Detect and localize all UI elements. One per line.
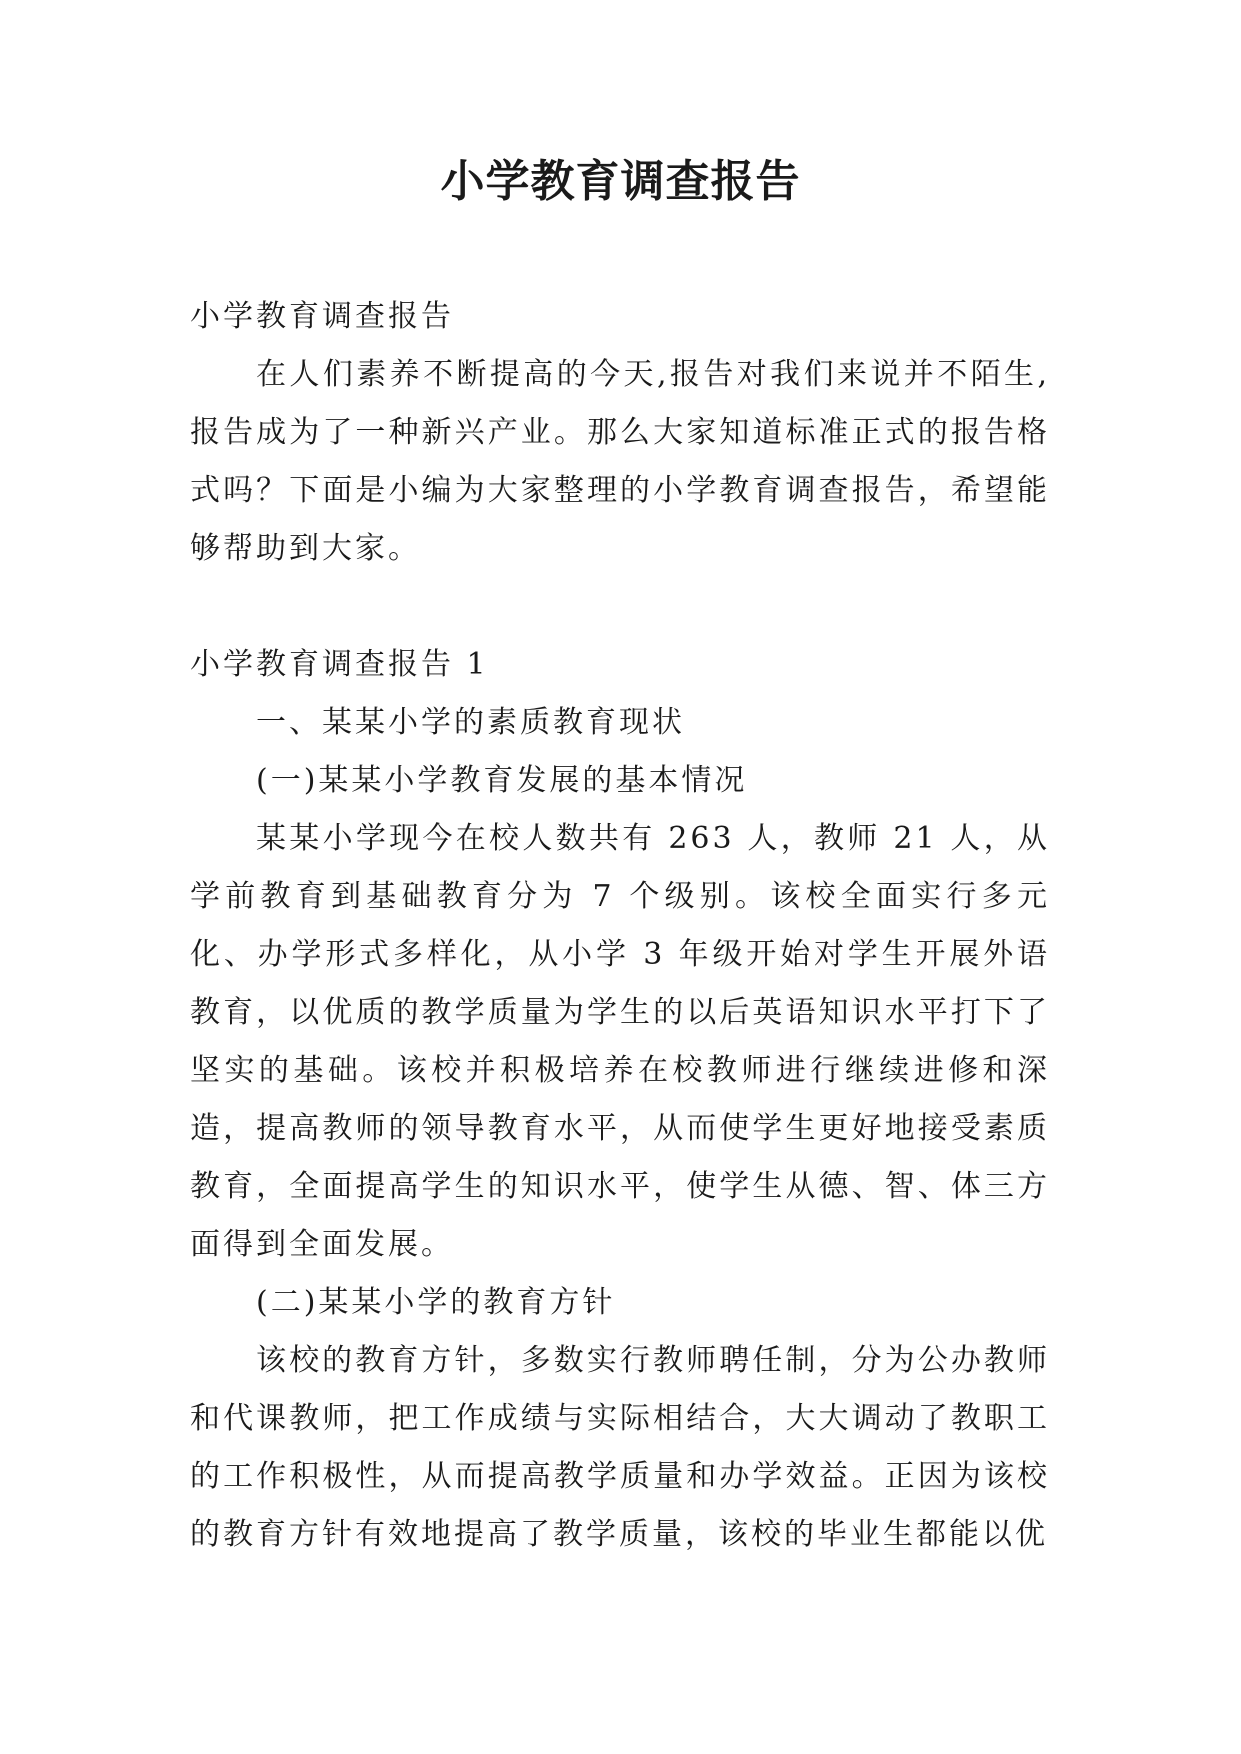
- report-subtitle: 小学教育调查报告: [190, 299, 454, 334]
- body-paragraph-education-policy: 该校的教育方针，多数实行教师聘任制，分为公办教师和代课教师，把工作成绩与实际相结合，大大调动了教职工的工作积极性，从而提高教学质量和办学效益。正因为该校的教育方针有效地提高了教学质量，该校的毕业生都能以优: [190, 1343, 1050, 1552]
- section-title: 小学教育调查报告 1: [190, 647, 489, 682]
- intro-paragraph: 在人们素养不断提高的今天,报告对我们来说并不陌生,报告成为了一种新兴产业。那么大家知道标准正式的报告格式吗？下面是小编为大家整理的小学教育调查报告，希望能够帮助到大家。: [190, 357, 1050, 566]
- document-body: [190, 288, 1050, 1564]
- heading-level-2-education-policy: (二)某某小学的教育方针: [256, 1285, 616, 1320]
- document-title: 小学教育调查报告: [440, 156, 801, 207]
- paragraph-spacer: [190, 578, 1050, 636]
- heading-level-1: 一、某某小学的素质教育现状: [256, 705, 685, 740]
- body-paragraph-basic-situation: 某某小学现今在校人数共有 263 人，教师 21 人，从学前教育到基础教育分为 7 个级别。该校全面实行多元化、办学形式多样化，从小学 3 年级开始对学生开展外语教育，以优质的教学质量为学生的以后英语知识水平打下了坚实的基础。该校并积极培养在校教师进行继续进修和深造，提高教师的领导教育水平，从而使学生更好地接受素质教育，全面提高学生的知识水平，使学生从德、智、体三方面得到全面发展。: [190, 821, 1050, 1262]
- heading-level-2-basic-situation: (一)某某小学教育发展的基本情况: [256, 763, 748, 798]
